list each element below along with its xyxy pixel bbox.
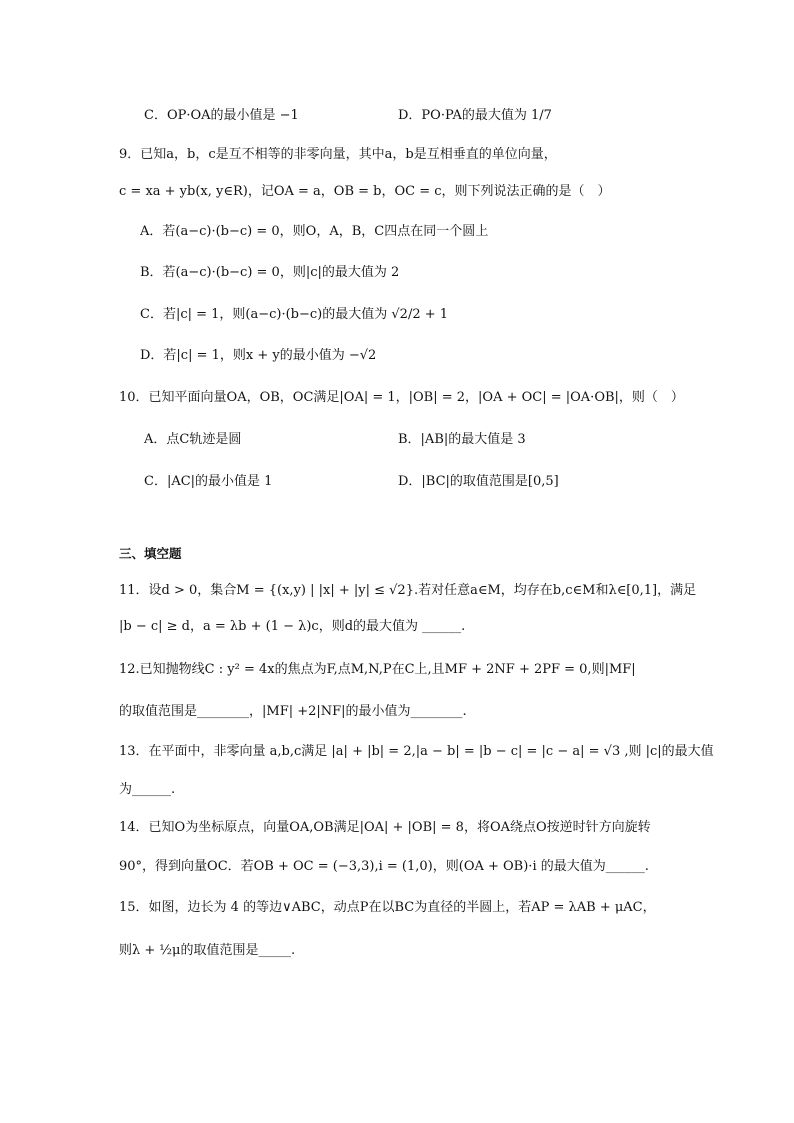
q14-line-1: 14．已知O为坐标原点，向量OA,OB满足|OA| + |OB| = 8，将OA绕点O按逆时针方向旋转 <box>119 820 651 835</box>
q13-line-1: 13．在平面中，非零向量 a,b,c满足 |a| + |b| = 2,|a − b| = |b − c| = |c − a| = √3 ,则 |c|的最大值 <box>119 744 714 759</box>
section-title: 三、填空题 <box>119 546 182 561</box>
q10-option-a: A．点C轨迹是圆 <box>144 432 242 447</box>
q10-stem: 10．已知平面向量OA，OB，OC满足|OA| = 1，|OB| = 2，|OA + OC| = |OA·OB|，则（ ） <box>119 390 684 405</box>
q10-option-b: B．|AB|的最大值是 3 <box>398 432 526 447</box>
q14-line-2: 90°，得到向量OC．若OB + OC = (−3,3),i = (1,0)，则(OA + OB)·i 的最大值为______. <box>119 859 649 874</box>
q13-line-2: 为______. <box>119 782 176 797</box>
q8-option-c: C．OP·OA的最小值是 −1 <box>144 108 299 123</box>
q10-option-d: D．|BC|的取值范围是[0,5] <box>398 474 559 489</box>
q12-line-1: 12.已知抛物线C : y² = 4x的焦点为F,点M,N,P在C上,且MF + 2NF + 2PF = 0,则|MF| <box>119 662 636 677</box>
q11-line-1: 11．设d > 0，集合M = {(x,y) | |x| + |y| ≤ √2}.若对任意a∈M，均存在b,c∈M和λ∈[0,1]，满足 <box>119 583 697 598</box>
q8-option-d: D．PO·PA的最大值为 1/7 <box>398 108 552 123</box>
q10-option-c: C．|AC|的最小值是 1 <box>144 474 273 489</box>
q9-option-b: B．若(a−c)·(b−c) = 0，则|c|的最大值为 2 <box>140 265 400 280</box>
q9-option-a: A．若(a−c)·(b−c) = 0，则O，A，B，C四点在同一个圆上 <box>140 224 489 239</box>
q9-stem-line-1: 9．已知a，b，c是互不相等的非零向量，其中a，b是互相垂直的单位向量， <box>119 147 557 162</box>
q11-line-2: |b − c| ≥ d，a = λb + (1 − λ)c，则d的最大值为 ______. <box>119 619 466 634</box>
q12-line-2: 的取值范围是________，|MF| +2|NF|的最小值为________. <box>119 704 467 719</box>
q15-line-2: 则λ + ½μ的取值范围是_____. <box>119 943 296 958</box>
q9-stem-line-2: c = xa + yb(x, y∈R)，记OA = a，OB = b，OC = c，则下列说法正确的是（ ） <box>119 184 611 199</box>
q9-option-d: D．若|c| = 1，则x + y的最小值为 −√2 <box>140 348 377 363</box>
q15-line-1: 15．如图，边长为 4 的等边∨ABC，动点P在以BC为直径的半圆上，若AP = λAB + μAC， <box>119 900 656 915</box>
q9-option-c: C．若|c| = 1，则(a−c)·(b−c)的最大值为 √2/2 + 1 <box>140 307 449 322</box>
